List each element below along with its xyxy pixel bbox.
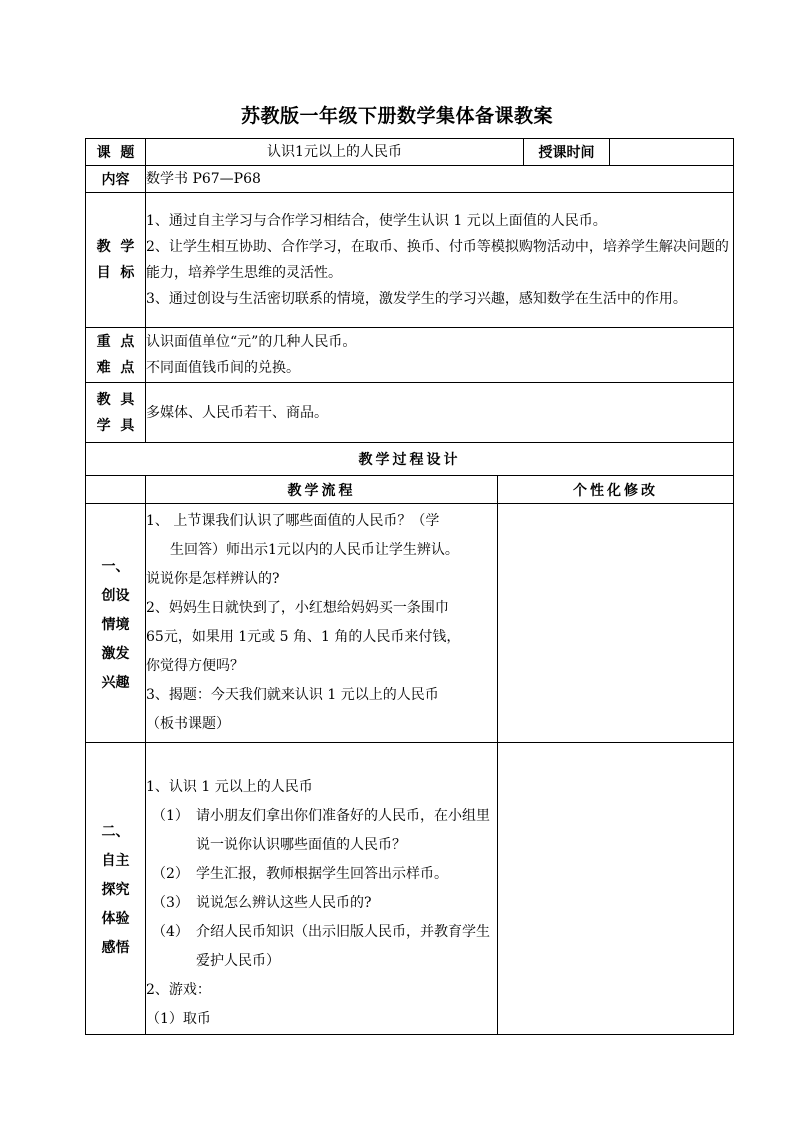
topic-row [86, 139, 734, 166]
tools-content: 多媒体、人民币若干、商品。 [146, 383, 734, 443]
topic-label: 课 题 [86, 139, 146, 166]
goal-item: 3、通过创设与生活密切联系的情境，激发学生的学习兴趣，感知数学在生活中的作用。 [146, 291, 687, 307]
goals-label [86, 193, 146, 328]
content-label: 内容 [86, 166, 146, 193]
flow-line: 说说你是怎样辨认的? [146, 571, 280, 587]
section-2-flow [146, 743, 498, 1035]
stage-line: 情境 [101, 616, 130, 633]
flow-line: 1、 上节课我们认识了哪些面值的人民币？（学 [146, 513, 440, 529]
section-1-flow [146, 504, 498, 743]
stage-line: 兴趣 [101, 674, 130, 691]
lesson-plan-table [85, 138, 734, 1035]
subitem-number: （3） [152, 895, 189, 911]
flow-subitem [146, 889, 497, 918]
subitem-text: 介绍人民币知识（出示旧版人民币，并教育学生爱护人民币） [196, 924, 490, 969]
topic-value: 认识1元以上的人民币 [146, 139, 524, 166]
tools-label-line-1: 教 具 [96, 391, 135, 408]
key-points-row [86, 328, 734, 383]
stage-line: 二、 [101, 823, 130, 840]
process-header-row [86, 443, 734, 476]
tools-label [86, 383, 146, 443]
process-header: 教学过程设计 [86, 443, 734, 476]
stage-column-header [86, 476, 146, 504]
section-2-modification[interactable] [498, 743, 734, 1035]
goals-label-line-2: 目 标 [96, 265, 135, 281]
subitem-number: （1） [152, 808, 189, 824]
stage-line: 体验 [101, 910, 130, 927]
subitem-text: 请小朋友们拿出你们准备好的人民币，在小组里说一说你认识哪些面值的人民币？ [196, 808, 490, 853]
section-1-stage [86, 504, 146, 743]
goals-content [146, 193, 734, 328]
tools-row [86, 383, 734, 443]
goal-item: 2、让学生相互协助、合作学习，在取币、换币、付币等模拟购物活动中，培养学生解决问题的能力，培养学生思维的灵活性。 [146, 239, 729, 281]
flow-line: 生回答）师出示1元以内的人民币让学生辨认。 [170, 542, 459, 558]
section-1-modification[interactable] [498, 504, 734, 743]
content-value: 数学书 P67—P68 [146, 166, 734, 193]
key-point-item: 不同面值钱币间的兑换。 [146, 360, 300, 376]
modification-column-header: 个性化修改 [498, 476, 734, 504]
flow-line: （1）取币 [146, 1011, 211, 1027]
time-label: 授课时间 [524, 139, 610, 166]
flow-column-header: 教学流程 [146, 476, 498, 504]
flow-heading: 1、认识 1 元以上的人民币 [146, 779, 313, 795]
stage-line: 一、 [101, 558, 130, 575]
column-header-row [86, 476, 734, 504]
stage-line: 创设 [101, 587, 130, 604]
goals-label-line-1: 教 学 [96, 239, 135, 255]
stage-line: 激发 [101, 645, 130, 662]
stage-line: 自主 [101, 852, 130, 869]
section-1-row [86, 504, 734, 743]
stage-line: 探究 [101, 881, 130, 898]
section-2-stage [86, 743, 146, 1035]
stage-line: 感悟 [101, 939, 130, 956]
flow-line: 你觉得方便吗？ [146, 658, 244, 674]
subitem-text: 学生汇报，教师根据学生回答出示样币。 [196, 866, 448, 882]
flow-line: 2、妈妈生日就快到了，小红想给妈妈买一条围巾 [146, 600, 449, 616]
document-title: 苏教版一年级下册数学集体备课教案 [240, 105, 553, 127]
subitem-number: （4） [152, 924, 189, 940]
flow-subitem [146, 918, 497, 976]
subitem-number: （2） [152, 866, 189, 882]
content-row [86, 166, 734, 193]
goal-item: 1、通过自主学习与合作学习相结合，使学生认识 1 元以上面值的人民币。 [146, 213, 607, 229]
flow-line: （板书课题） [146, 716, 230, 732]
key-points-content [146, 328, 734, 383]
goals-row [86, 193, 734, 328]
time-value [610, 139, 734, 166]
key-points-label [86, 328, 146, 383]
subitem-text: 说说怎么辨认这些人民币的? [196, 895, 372, 911]
key-points-label-line-1: 重 点 [96, 334, 135, 350]
flow-heading: 2、游戏： [146, 982, 211, 998]
flow-subitem [146, 860, 497, 889]
key-point-item: 认识面值单位“元”的几种人民币。 [146, 334, 357, 350]
flow-line: 3、揭题：今天我们就来认识 1 元以上的人民币 [146, 687, 439, 703]
flow-line: 65元，如果用 1元或 5 角、1 角的人民币来付钱， [146, 629, 461, 645]
key-points-label-line-2: 难 点 [96, 360, 135, 376]
tools-label-line-2: 学 具 [96, 417, 135, 434]
section-2-row [86, 743, 734, 1035]
flow-subitem [146, 802, 497, 860]
